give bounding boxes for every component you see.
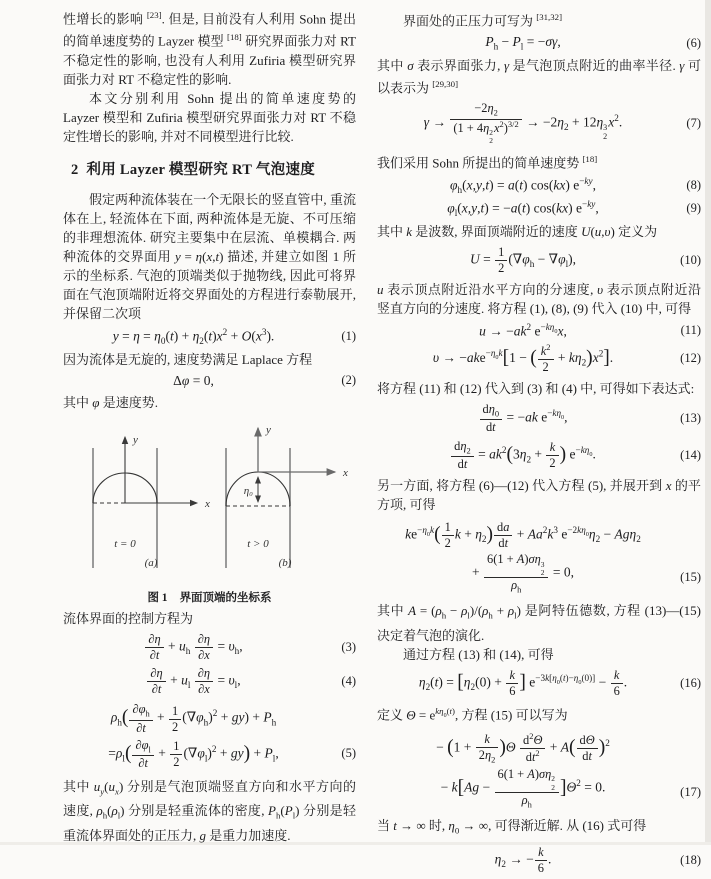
- equation-18-number: (18): [680, 852, 701, 867]
- equation-9: [377, 199, 701, 218]
- equation-2: [63, 373, 356, 389]
- equation-6: [377, 34, 701, 52]
- equation-15-line1: $ke^{-\eta_0k}$( $\frac{1}{2}$ $k + \eta_2$) $\frac{da}{dt}$ + $Aa^2k^3$ $e^{-2k\eta_0}\eta_2 - Ag\eta_2$: [405, 519, 641, 550]
- figure-1-diagram: [63, 420, 363, 578]
- equation-12: [377, 343, 701, 374]
- equation-11: [377, 322, 701, 340]
- equation-10-number: (10): [680, 253, 701, 268]
- paragraph-substitute-6-12: 另一方面, 将方程 (6)—(12) 代入方程 (5), 并展开到 x 的平方项, 可得: [377, 477, 701, 512]
- equation-1-number: (1): [341, 328, 356, 343]
- equation-10: [377, 245, 701, 275]
- figure-1-caption: [63, 589, 356, 605]
- equation-1: [63, 327, 356, 346]
- equation-7-body: γ → $-2\eta_2$ (1 + 4η 2 2 $x^2)^{3/2}$ → $-2\eta_2 + 12\eta$ 3 2 $x^2$.: [423, 101, 623, 146]
- paragraph-wavenumber: 其中 k 是波数, 界面顶端附近的速度 U(u,υ) 定义为: [377, 224, 658, 240]
- panel-tag-a: (a): [144, 556, 158, 569]
- panel-tag-b: (b): [278, 556, 292, 569]
- equation-6-body: $P_h - P_l = -\sigma\gamma$,: [485, 34, 561, 53]
- equation-17-line2: − k[Ag − 6(1 + A)ση 2 2 $\rho_h$ ]$\Theta^2 = 0$.: [440, 767, 606, 810]
- equation-17-body: [377, 730, 669, 812]
- paragraph-intro-continued: 性增长的影响 [23]. 但是, 目前没有人利用 Sohn 提出的简单速度势的 Layzer 模型 [18] 研究界面张力对 RT 不稳定性的影响, 也没有人利用 Zufiria 模型研究界面张力对 RT 不稳定性的影响.: [63, 10, 356, 87]
- equation-17-line1: − (1 + $\frac{k}{2\eta_2}$ )Θ $\frac{d^2\Theta}{dt^2}$ + A( $\frac{d\Theta}{dt}$ )$^2$: [436, 731, 610, 765]
- equation-14-number: (14): [680, 447, 701, 462]
- equation-4-body: $\frac{\partial\eta}{\partial t}$ + $u_l$ $\frac{\partial\eta}{\partial x}$ = $\upsilon_l$,: [63, 666, 324, 696]
- y-axis-label-b: y: [266, 423, 271, 436]
- time-label-a: t = 0: [114, 537, 136, 550]
- figure-1: [63, 420, 356, 605]
- left-column: [63, 0, 356, 845]
- equation-14: [377, 439, 701, 472]
- equation-16-body: $\eta_2(t) = [\eta_2(0)$ + $\frac{k}{6}$ ] $e^{-3k[\eta_0(t)-\eta_0(0)]}$ − $\frac{k}{6}$ .: [418, 667, 628, 698]
- y-axis-label-a: y: [133, 433, 138, 446]
- figure-1-caption-text: 界面顶端的坐标系: [179, 591, 272, 604]
- equation-3-body: $\frac{\partial\eta}{\partial t}$ + $u_h$ $\frac{\partial\eta}{\partial x}$ = $\upsilon_h$,: [63, 632, 324, 662]
- paragraph-setup: 假定两种流体装在一个无限长的竖直管中, 重流体在上, 轻流体在下面, 两种流体是无旋、不可压缩的非理想流体. 研究主要集中在层流、单模耦合. 两种流体的交界面用 y = η(x,t) 描述, 并建立如图 1 所示的坐标系. 气泡的顶端类似于抛物线, 因此可将界面在气泡顶端附近将交界面处的方程进行泰勒展开, 并保留二次项: [63, 191, 356, 321]
- equation-15-body: [377, 518, 669, 597]
- paragraph-symbols: 其中 $u_y(u_x)$ 分别是气泡顶端竖直方向和水平方向的速度, $\rho_h(\rho_l)$ 分别是轻重流体的密度, $P_h(P_l)$ 分别是轻重流体界面处的正压力, g 是重力加速度.: [63, 778, 356, 843]
- paragraph-asymptotic: 当 t → ∞ 时, $\eta_0$ → ∞, 可得渐近解. 从 (16) 式可得: [377, 818, 647, 836]
- equation-12-body: υ → −ake$^{-\eta_0k}$[1 − ( $\frac{k^2}{2}$ + $k\eta_2)x^2$].: [432, 342, 614, 374]
- equation-4: [63, 666, 356, 696]
- equation-11-number: (11): [680, 322, 701, 337]
- paragraph-phi-potential: 其中 φ 是速度势.: [63, 394, 158, 410]
- equation-15-number: (15): [680, 570, 701, 585]
- equation-15: [377, 518, 701, 597]
- scan-edge: [705, 0, 711, 845]
- equation-3-number: (3): [341, 639, 356, 654]
- figure-panel-b: [226, 424, 348, 569]
- equation-13-body: $\frac{d\eta_0}{dt}$ = −ak $e^{-k\eta_0}$,: [377, 402, 669, 435]
- paragraph-define-theta: 定义 $\Theta = e^{k\eta_0(t)}$, 方程 (15) 可以写为: [377, 706, 568, 723]
- paragraph-sohn-potential: 我们采用 Sohn 所提出的简单速度势 [18]: [377, 153, 598, 170]
- x-axis-label-b: x: [343, 466, 348, 479]
- equation-18: [377, 845, 701, 875]
- equation-13: [377, 402, 701, 435]
- equation-11-body: $u \to -ak^2$ $e^{-k\eta_0}x$,: [479, 321, 567, 339]
- paragraph-this-paper: 本文分别利用 Sohn 提出的简单速度势的 Layzer 模型和 Zufiria 模型研究界面张力对 RT 不稳定性增长的影响, 并对不同模型进行比较.: [63, 90, 356, 144]
- equation-5-body: [63, 700, 324, 772]
- equation-3: [63, 632, 356, 662]
- equation-8-number: (8): [686, 178, 701, 193]
- paragraph-substitute-11-12: 将方程 (11) 和 (12) 代入到 (3) 和 (4) 中, 可得如下表达式:: [377, 380, 695, 396]
- equation-5-number: (5): [341, 745, 356, 760]
- paragraph-sigma-gamma: 其中 σ 表示界面张力, γ 是气泡顶点附近的曲率半径. γ 可以表示为 [29,30]: [377, 58, 701, 96]
- equation-15-line2: + 6(1 + A)ση 3 2 $\rho_h$ = 0,: [472, 552, 574, 595]
- section-heading-2: 2 利用 Layzer 模型研究 RT 气泡速度: [71, 161, 316, 178]
- right-column: [377, 0, 701, 879]
- equation-5-line2: $=\rho_l$( $\frac{\partial\varphi_l}{\partial t}$ + $\frac{1}{2}$ $(\nabla\varphi_l)^2 + gy) + P_l$,: [108, 737, 279, 771]
- equation-4-number: (4): [341, 673, 356, 688]
- paragraph-atwood: 其中 $A = (\rho_h - \rho_l)/(\rho_h + \rho_l)$ 是阿特伍德数, 方程 (13)—(15) 决定着气泡的演化.: [377, 603, 701, 643]
- equation-14-body: $\frac{d\eta_2}{dt}$ = $ak^2(3\eta_2$ + $\frac{k}{2}$ ) $e^{-k\eta_0}$.: [377, 439, 669, 472]
- equation-18-body: $\eta_2$ → − $\frac{k}{6}$ .: [494, 844, 552, 875]
- equation-1-body: $y = \eta = \eta_0(t) + \eta_2(t)x^2 + O(x^3)$.: [112, 326, 275, 346]
- equation-8-body: $\varphi_h(x,y,t) = a(t)$ cos(kx) $e^{-ky}$,: [450, 175, 596, 196]
- equation-2-number: (2): [341, 373, 356, 388]
- equation-16: [377, 668, 701, 698]
- equation-8: [377, 176, 701, 195]
- equation-2-body: Δφ = 0,: [173, 372, 214, 388]
- figure-1-caption-label: 图 1: [147, 591, 168, 604]
- time-label-b: t > 0: [247, 537, 269, 550]
- equation-17: [377, 730, 701, 812]
- paragraph-uv-components: u 表示顶点附近沿水平方向的分速度, υ 表示顶点附近沿竖直方向的分速度. 将方程 (1), (8), (9) 代入 (10) 中, 可得: [377, 281, 701, 316]
- equation-5-line1: $\rho_h$( $\frac{\partial\varphi_h}{\partial t}$ + $\frac{1}{2}$ $(\nabla\varphi_h)^2 + gy) + P_h$: [110, 702, 277, 735]
- equation-5: [63, 700, 356, 772]
- equation-7-number: (7): [686, 116, 701, 130]
- paragraph-from-13-14: 通过方程 (13) 和 (14), 可得: [403, 646, 554, 662]
- equation-6-number: (6): [686, 35, 701, 50]
- paragraph-governing: 流体界面的控制方程为: [63, 610, 194, 626]
- equation-9-number: (9): [686, 201, 701, 216]
- figure-panel-a: [93, 434, 210, 569]
- eta0-label: η₀: [243, 484, 253, 497]
- paragraph-laplace: 因为流体是无旋的, 速度势满足 Laplace 方程: [63, 351, 313, 367]
- equation-13-number: (13): [680, 410, 701, 425]
- x-axis-label-a: x: [205, 497, 210, 510]
- equation-12-number: (12): [680, 351, 701, 366]
- equation-10-body: U = $\frac{1}{2}$ $(\nabla\varphi_h - \nabla\varphi_l)$,: [469, 245, 576, 276]
- equation-7: [377, 101, 701, 145]
- equation-17-number: (17): [680, 785, 701, 800]
- equation-9-body: $\varphi_l(x,y,t) = -a(t)$ cos(kx) $e^{-ky}$,: [447, 199, 599, 219]
- paragraph-pressure: 界面处的正压力可写为 [31,32]: [403, 12, 563, 29]
- equation-16-number: (16): [680, 675, 701, 690]
